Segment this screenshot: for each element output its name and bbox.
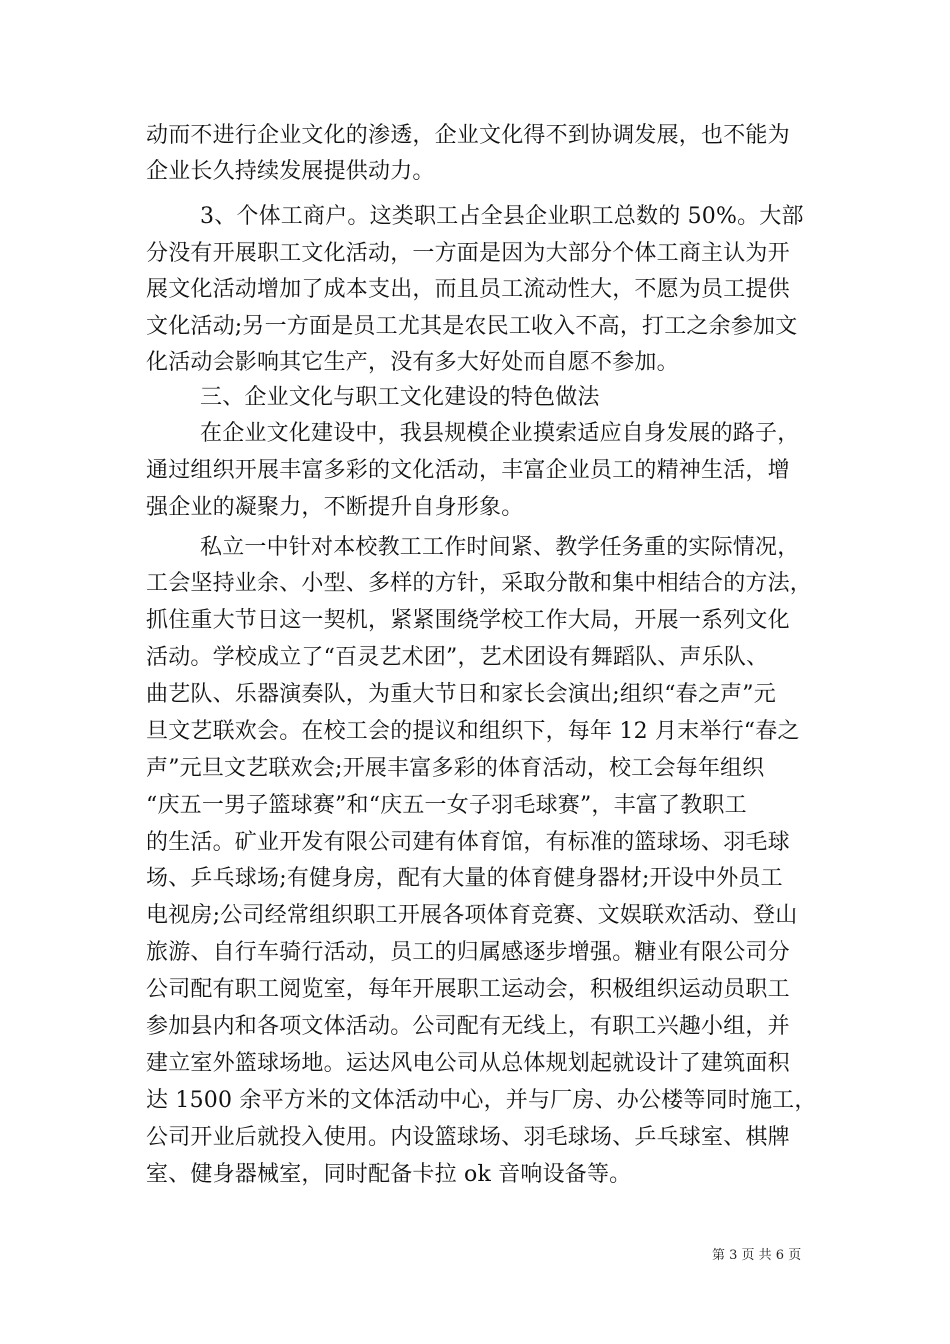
text-line: 旅游、自行车骑行活动，员工的归属感逐步增强。糖业有限公司分 [146, 940, 790, 965]
text-line: 化活动会影响其它生产，没有多大好处而自愿不参加。 [146, 350, 679, 375]
text-line: 的生活。矿业开发有限公司建有体育馆，有标准的篮球场、羽毛球 [146, 830, 790, 855]
text-line: 旦文艺联欢会。在校工会的提议和组织下，每年 12 月末举行“春之 [146, 719, 800, 744]
text-line: 电视房;公司经常组织职工开展各项体育竞赛、文娱联欢活动、登山 [146, 903, 798, 928]
text-line: 强企业的凝聚力，不断提升自身形象。 [146, 495, 524, 520]
text-line: 室、健身器械室，同时配备卡拉 ok 音响设备等。 [146, 1162, 632, 1187]
text-line: 建立室外篮球场地。运达风电公司从总体规划起就设计了建筑面积 [146, 1051, 790, 1076]
page-number: 第 3 页 共 6 页 [712, 1248, 802, 1263]
text-line: 文化活动;另一方面是员工尤其是农民工收入不高，打工之余参加文 [146, 314, 798, 339]
text-line: 私立一中针对本校教工工作时间紧、教学任务重的实际情况， [200, 535, 800, 560]
text-line: 达 1500 余平方米的文体活动中心，并与厂房、办公楼等同时施工， [146, 1088, 817, 1113]
text-line: 动而不进行企业文化的渗透，企业文化得不到协调发展，也不能为 [146, 123, 790, 148]
text-line: 分没有开展职工文化活动，一方面是因为大部分个体工商主认为开 [146, 241, 790, 266]
text-line: 活动。学校成立了“百灵艺术团”，艺术团设有舞蹈队、声乐队、 [146, 645, 769, 670]
text-line: 声”元旦文艺联欢会;开展丰富多彩的体育活动，校工会每年组织 [146, 756, 765, 781]
text-line: 通过组织开展丰富多彩的文化活动，丰富企业员工的精神生活，增 [146, 458, 790, 483]
text-line: 工会坚持业余、小型、多样的方针，采取分散和集中相结合的方法， [146, 571, 813, 596]
text-line: 参加县内和各项文体活动。公司配有无线上，有职工兴趣小组，并 [146, 1014, 790, 1039]
section-heading: 三、企业文化与职工文化建设的特色做法 [200, 385, 600, 410]
text-line: 场、乒乓球场;有健身房，配有大量的体育健身器材;开设中外员工 [146, 866, 783, 891]
text-line: 抓住重大节日这一契机，紧紧围绕学校工作大局，开展一系列文化 [146, 608, 790, 633]
text-line: 展文化活动增加了成本支出，而且员工流动性大，不愿为员工提供 [146, 277, 790, 302]
text-line: 在企业文化建设中，我县规模企业摸索适应自身发展的路子， [200, 421, 800, 446]
text-line: 曲艺队、乐器演奏队，为重大节日和家长会演出;组织“春之声”元 [146, 682, 776, 707]
text-line: 公司开业后就投入使用。内设篮球场、羽毛球场、乒乓球室、棋牌 [146, 1125, 790, 1150]
text-line: 公司配有职工阅览室，每年开展职工运动会，积极组织运动员职工 [146, 977, 790, 1002]
text-line: “庆五一男子篮球赛”和“庆五一女子羽毛球赛”，丰富了教职工 [146, 793, 747, 818]
text-line: 3、个体工商户。这类职工占全县企业职工总数的 50%。大部 [200, 204, 804, 229]
text-line: 企业长久持续发展提供动力。 [146, 159, 435, 184]
